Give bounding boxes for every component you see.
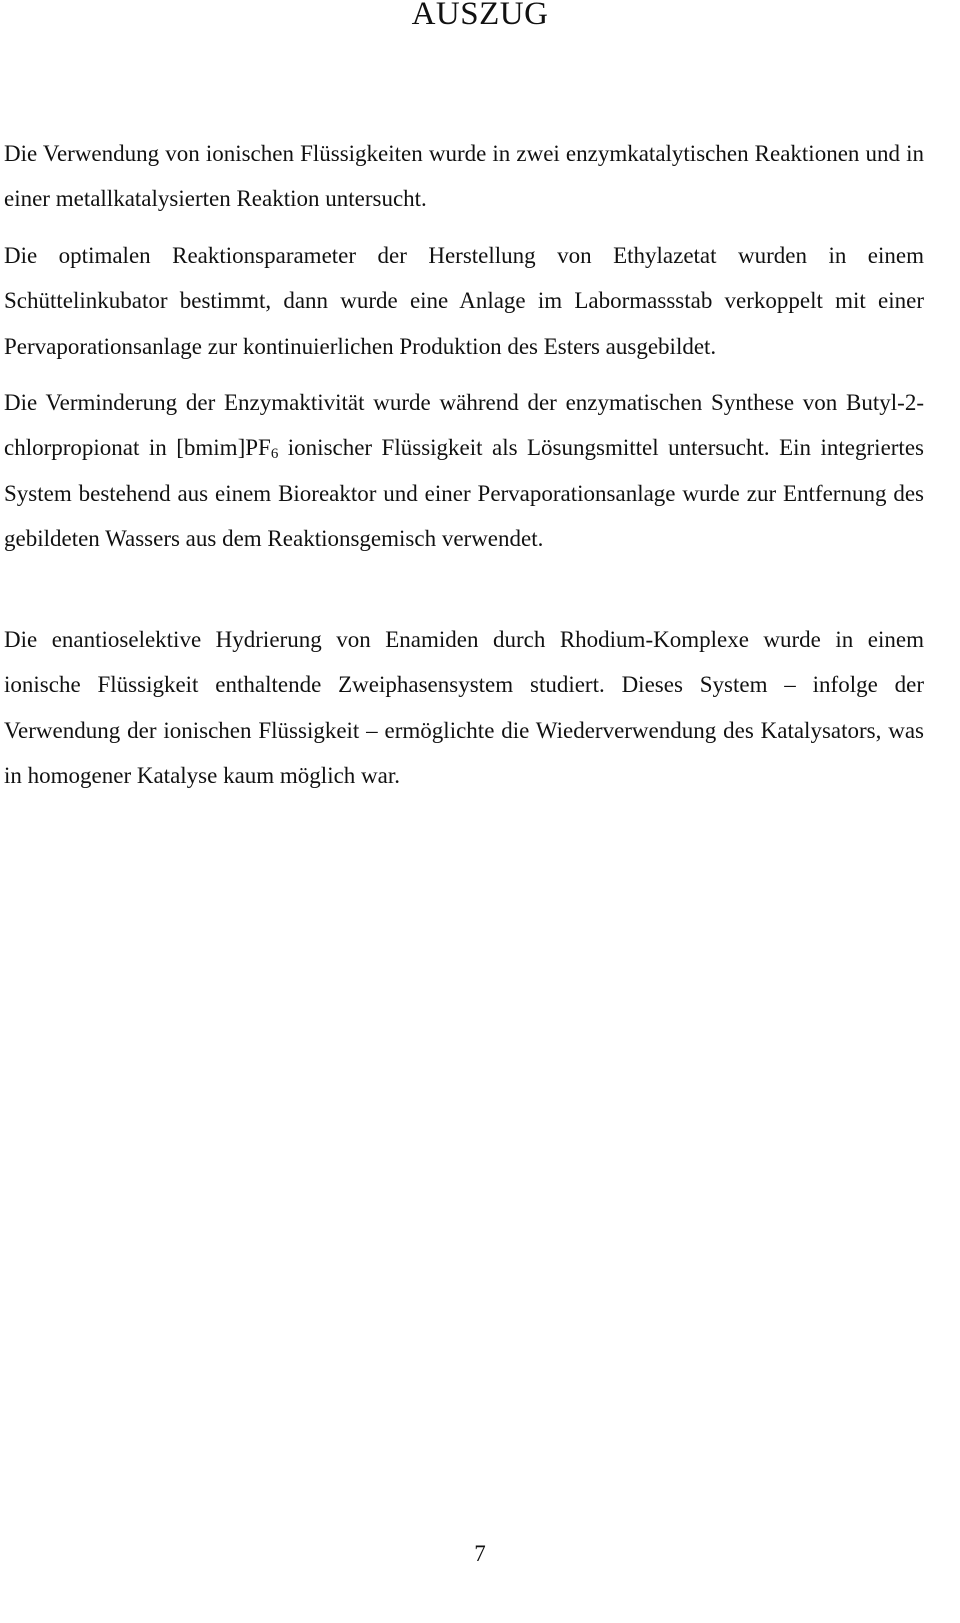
paragraph-ethyl-acetate: Die optimalen Reaktionsparameter der Herstellung von Ethylazetat wurden in einem Schüttelinkubator bestimmt, dann wurde eine Anlage im Labormassstab verkoppelt mit einer Pervaporationsanlage zur kontinuierlichen Produktion des Esters ausgebildet. [4, 243, 924, 359]
paragraph-text-before-subscript: Die Verminderung der Enzymaktivität wurde während der enzymatischen Synthese von Butyl-2-chlorpropionat in [bmim]PF [4, 390, 924, 461]
paragraph-enantioselective-hydrogenation: Die enantioselektive Hydrierung von Enamiden durch Rhodium-Komplexe wurde in einem ionische Flüssigkeit enthaltende Zweiphasensystem studiert. Dieses System – infolge der Verwendung der ionischen Flüssigkeit – ermöglichte die Wiederverwendung des Katalysators, was in homogener Katalyse kaum möglich war. [4, 627, 924, 789]
paragraph-enzyme-activity [4, 380, 924, 562]
page-title: AUSZUG [411, 0, 549, 32]
page-number: 7 [474, 1541, 486, 1566]
paragraph-text-after-subscript: ionischer Flüssigkeit als Lösungsmittel untersucht. Ein integriertes System bestehend aus einem Bioreaktor und einer Pervaporationsanlage wurde zur Entfernung des gebildeten Wassers aus dem Reaktionsgemisch verwendet. [4, 435, 924, 552]
subscript-six: 6 [270, 446, 279, 463]
paragraph-ionic-liquids-intro: Die Verwendung von ionischen Flüssigkeiten wurde in zwei enzymkatalytischen Reaktionen und in einer metallkatalysierten Reaktion untersucht. [4, 141, 924, 212]
